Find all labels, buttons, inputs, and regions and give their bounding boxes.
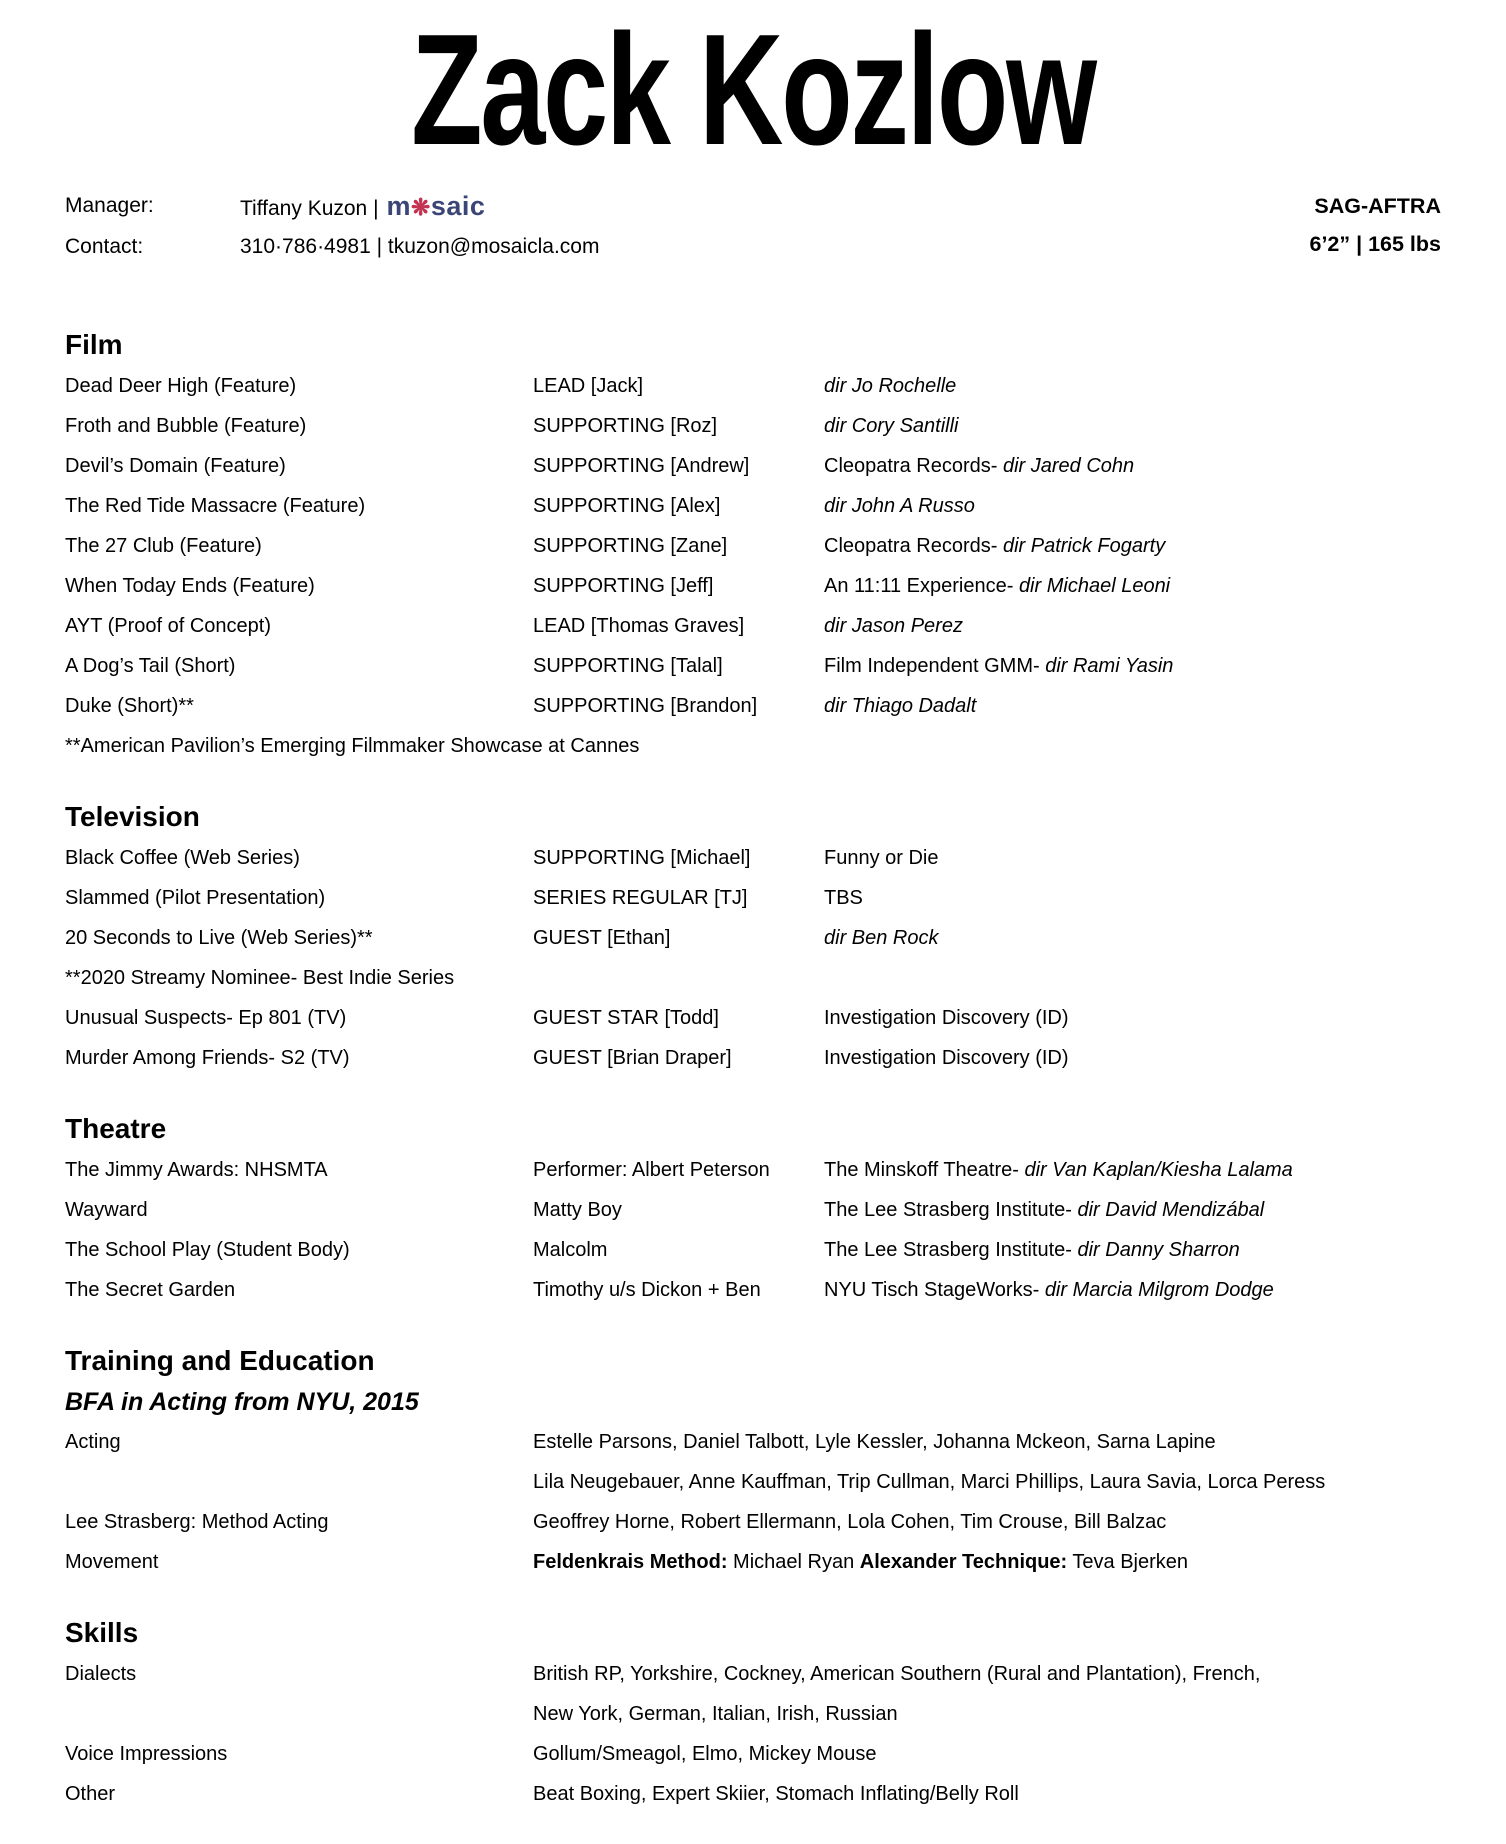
credit-row [65,566,1441,606]
credit-title: Unusual Suspects- Ep 801 (TV) [65,1007,347,1030]
credit-venue: Investigation Discovery (ID) [824,1007,1069,1030]
degree-subheading: BFA in Acting from NYU, 2015 [65,1388,419,1417]
value-line [533,1542,1441,1582]
detail-row [65,1542,1441,1582]
value-line [533,1774,1441,1814]
credit-director: dir Marcia Milgrom Dodge [1044,1279,1274,1302]
representation-block [65,187,599,266]
page-title [65,2,1441,178]
credit-role: SUPPORTING [Alex] [533,495,721,518]
mosaic-logo-m: m [386,191,412,222]
film-heading: Film [65,329,123,361]
credit-company [824,486,1441,526]
credit-title: Froth and Bubble (Feature) [65,415,307,438]
mosaic-logo [387,191,486,221]
row-values [533,1502,1441,1542]
credit-director: dir Cory Santilli [824,415,959,438]
text-segment: Beat Boxing, Expert Skiier, Stomach Inflating/Belly Roll [533,1783,1019,1806]
detail-row [65,1774,1441,1814]
credit-row [65,918,1441,958]
row-values [533,1654,1441,1734]
television-section [65,800,1441,1078]
header-info [65,187,1441,266]
credit-company [824,366,1441,406]
credit-role: GUEST [Brian Draper] [533,1047,732,1070]
credit-company [824,1038,1441,1078]
credit-venue: Funny or Die [824,847,939,870]
row-label: Movement [65,1551,159,1574]
credit-row [65,998,1441,1038]
manager-value [240,187,599,228]
detail-row [65,1422,1441,1502]
film-rows [65,366,1441,726]
row-values [533,1774,1441,1814]
credit-title: The Red Tide Massacre (Feature) [65,495,366,518]
credit-title: The Jimmy Awards: NHSMTA [65,1159,328,1182]
row-label: Voice Impressions [65,1743,228,1766]
credit-role: LEAD [Jack] [533,375,644,398]
skills-section [65,1616,1441,1814]
credit-title: The School Play (Student Body) [65,1239,350,1262]
credit-venue: NYU Tisch StageWorks- [824,1279,1045,1302]
credit-venue: TBS [824,887,863,910]
credit-director: dir Jared Cohn [1002,455,1135,478]
row-values [533,1422,1441,1502]
credit-role: SERIES REGULAR [TJ] [533,887,748,910]
credit-venue: The Lee Strasberg Institute- [824,1199,1078,1222]
credit-company [824,446,1441,486]
credit-row [65,1230,1441,1270]
credit-role: SUPPORTING [Roz] [533,415,718,438]
credit-company [824,406,1441,446]
credit-venue: Film Independent GMM- [824,655,1046,678]
credit-role: SUPPORTING [Talal] [533,655,723,678]
theatre-rows [65,1150,1441,1310]
credit-row [65,366,1441,406]
credit-company [824,686,1441,726]
value-line [533,1694,1441,1734]
television-rows [65,838,1441,958]
credit-company [824,998,1441,1038]
training-rows [65,1422,1441,1582]
credit-row [65,606,1441,646]
credit-row [65,446,1441,486]
text-segment: British RP, Yorkshire, Cockney, American Southern (Rural and Plantation), French, [533,1663,1261,1686]
text-segment: Geoffrey Horne, Robert Ellermann, Lola Cohen, Tim Crouse, Bill Balzac [533,1511,1167,1534]
contact-label: Contact: [65,235,144,259]
credit-row [65,1190,1441,1230]
credit-role: SUPPORTING [Brandon] [533,695,758,718]
television-heading: Television [65,801,200,833]
credit-row [65,526,1441,566]
film-section [65,328,1441,766]
credit-role: SUPPORTING [Zane] [533,535,728,558]
credit-title: Devil’s Domain (Feature) [65,455,286,478]
credit-row [65,686,1441,726]
credit-director: dir Thiago Dadalt [824,695,977,718]
credit-company [824,878,1441,918]
text-segment: Teva Bjerken [1067,1551,1189,1574]
row-label: Lee Strasberg: Method Acting [65,1511,329,1534]
value-line [533,1422,1441,1462]
training-section [65,1344,1441,1582]
credit-row [65,406,1441,446]
credit-director: dir Jo Rochelle [824,375,957,398]
skills-heading: Skills [65,1617,139,1649]
theatre-section [65,1112,1441,1310]
credit-company [824,1230,1441,1270]
height-weight: 6’2” | 165 lbs [1309,232,1441,257]
mosaic-flower-icon: ❋ [411,194,431,221]
credit-director: dir Ben Rock [824,927,939,950]
credit-role: SUPPORTING [Michael] [533,847,751,870]
credit-director: dir John A Russo [824,495,975,518]
mosaic-logo-saic: saic [430,191,486,222]
credit-company [824,646,1441,686]
credit-company [824,1150,1441,1190]
credit-director: dir Michael Leoni [1018,575,1171,598]
credit-role: Performer: Albert Peterson [533,1159,770,1182]
value-line [533,1734,1441,1774]
credit-venue: Investigation Discovery (ID) [824,1047,1069,1070]
credit-company [824,838,1441,878]
film-footnote: **American Pavilion’s Emerging Filmmaker Showcase at Cannes [65,735,640,758]
stats-block [1309,187,1441,263]
text-segment: New York, German, Italian, Irish, Russian [533,1703,898,1726]
detail-row [65,1502,1441,1542]
text-segment: Lila Neugebauer, Anne Kauffman, Trip Cullman, Marci Phillips, Laura Savia, Lorca Peress [533,1471,1326,1494]
row-label: Acting [65,1431,121,1454]
credit-row [65,646,1441,686]
row-values [533,1734,1441,1774]
value-line [533,1654,1441,1694]
credit-director: dir Danny Sharron [1077,1239,1240,1262]
skills-rows [65,1654,1441,1814]
credit-venue: Cleopatra Records- [824,535,1003,558]
text-segment: Alexander Technique: [859,1551,1068,1574]
credit-title: Black Coffee (Web Series) [65,847,300,870]
credit-company [824,606,1441,646]
credit-role: Timothy u/s Dickon + Ben [533,1279,761,1302]
credit-role: GUEST STAR [Todd] [533,1007,719,1030]
credit-title: Wayward [65,1199,148,1222]
credit-venue: The Minskoff Theatre- [824,1159,1025,1182]
credit-row [65,1150,1441,1190]
credit-row [65,1270,1441,1310]
theatre-heading: Theatre [65,1113,167,1145]
credit-title: Duke (Short)** [65,695,194,718]
credit-row [65,1038,1441,1078]
credit-director: dir Patrick Fogarty [1002,535,1166,558]
credit-role: SUPPORTING [Andrew] [533,455,750,478]
contact-value: 310·786·4981 | tkuzon@mosaicla.com [240,235,600,259]
credit-title: 20 Seconds to Live (Web Series)** [65,927,373,950]
row-values [533,1542,1441,1582]
credit-company [824,1270,1441,1310]
credit-title: Slammed (Pilot Presentation) [65,887,326,910]
training-heading: Training and Education [65,1345,375,1377]
credit-role: Matty Boy [533,1199,622,1222]
credit-director: dir David Mendizábal [1077,1199,1265,1222]
credit-row [65,486,1441,526]
credit-director: dir Van Kaplan/Kiesha Lalama [1024,1159,1293,1182]
text-segment: Gollum/Smeagol, Elmo, Mickey Mouse [533,1743,877,1766]
credit-title: The Secret Garden [65,1279,236,1302]
credit-title: When Today Ends (Feature) [65,575,315,598]
credit-company [824,526,1441,566]
television-footnote: **2020 Streamy Nominee- Best Indie Series [65,967,455,990]
credit-venue: An 11:11 Experience- [824,575,1019,598]
manager-name: Tiffany Kuzon | [240,197,379,221]
row-label: Other [65,1783,116,1806]
credit-company [824,1190,1441,1230]
credit-row [65,838,1441,878]
television-rows-continued [65,998,1441,1078]
credit-role: LEAD [Thomas Graves] [533,615,745,638]
detail-row [65,1734,1441,1774]
detail-row [65,1654,1441,1734]
credit-company [824,918,1441,958]
credit-title: A Dog’s Tail (Short) [65,655,236,678]
credit-venue: The Lee Strasberg Institute- [824,1239,1078,1262]
credit-title: Murder Among Friends- S2 (TV) [65,1047,350,1070]
manager-label: Manager: [65,194,154,218]
credit-company [824,566,1441,606]
text-segment: Michael Ryan [727,1551,860,1574]
actor-name: Zack Kozlow [411,2,1095,178]
credit-director: dir Jason Perez [824,615,963,638]
union-affiliation: SAG-AFTRA [1314,194,1441,219]
credit-role: SUPPORTING [Jeff] [533,575,714,598]
credit-title: The 27 Club (Feature) [65,535,262,558]
credit-title: AYT (Proof of Concept) [65,615,272,638]
row-label: Dialects [65,1663,137,1686]
text-segment: Estelle Parsons, Daniel Talbott, Lyle Kessler, Johanna Mckeon, Sarna Lapine [533,1431,1216,1454]
credit-row [65,878,1441,918]
credit-role: Malcolm [533,1239,608,1262]
text-segment: Feldenkrais Method: [533,1551,728,1574]
value-line [533,1502,1441,1542]
credit-role: GUEST [Ethan] [533,927,671,950]
credit-title: Dead Deer High (Feature) [65,375,297,398]
value-line [533,1462,1441,1502]
credit-venue: Cleopatra Records- [824,455,1003,478]
credit-director: dir Rami Yasin [1045,655,1174,678]
